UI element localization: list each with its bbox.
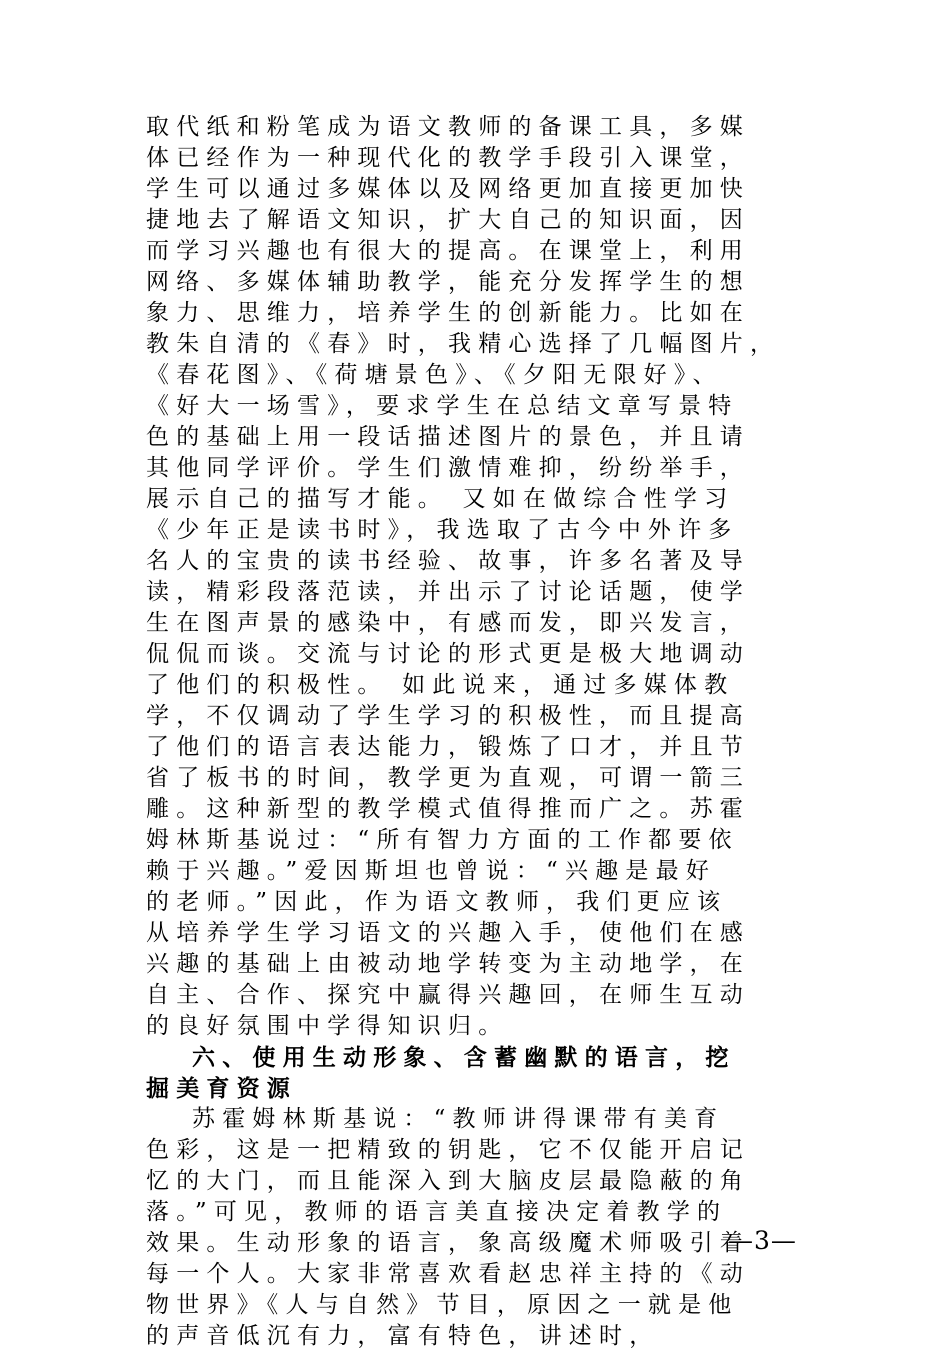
text-line: 效果。生动形象的语言，象高级魔术师吸引着 <box>146 1230 750 1256</box>
text-line: 兴趣的基础上由被动地学转变为主动地学，在 <box>146 951 750 977</box>
text-line: 取代纸和粉笔成为语文教师的备课工具，多媒 <box>146 114 750 140</box>
text-line: 《少年正是读书时》，我选取了古今中外许多 <box>146 517 739 543</box>
text-line: 从培养学生学习语文的兴趣入手，使他们在感 <box>146 920 750 946</box>
text-line: 名人的宝贵的读书经验、故事，许多名著及导 <box>146 548 750 574</box>
page-number: —3— <box>728 1226 797 1255</box>
text-line: 展示自己的描写才能。 又如在做综合性学习 <box>146 486 735 512</box>
text-line: 的声音低沉有力，富有特色，讲述时， <box>146 1323 660 1349</box>
text-line: 象力、思维力，培养学生的创新能力。比如在 <box>146 300 750 326</box>
text-line: 物世界》《人与自然》节目，原因之一就是他 <box>146 1292 739 1318</box>
text-line: 苏霍姆林斯基说：“教师讲得课带有美育 <box>192 1106 725 1132</box>
text-line: 忆的大门，而且能深入到大脑皮层最隐蔽的角 <box>146 1168 750 1194</box>
text-line: 色彩，这是一把精致的钥匙，它不仅能开启记 <box>146 1137 750 1163</box>
text-line: 体已经作为一种现代化的教学手段引入课堂， <box>146 145 750 171</box>
text-line: 落。”可见，教师的语言美直接决定着教学的 <box>146 1199 728 1225</box>
section-heading: 掘美育资源 <box>146 1075 297 1102</box>
text-line: 其他同学评价。学生们激情难抑，纷纷举手， <box>146 455 750 481</box>
text-line: 每一个人。大家非常喜欢看赵忠祥主持的《动 <box>146 1261 750 1287</box>
text-line: 教朱自清的《春》时，我精心选择了几幅图片， <box>146 331 781 357</box>
text-line: 赖于兴趣。”爱因斯坦也曾说：“兴趣是最好 <box>146 858 717 884</box>
section-heading: 六、使用生动形象、含蓄幽默的语言，挖 <box>192 1044 736 1071</box>
text-line: 自主、合作、探究中赢得兴趣回，在师生互动 <box>146 982 750 1008</box>
text-line: 了他们的积极性。 如此说来，通过多媒体教 <box>146 672 735 698</box>
text-line: 学，不仅调动了学生学习的积极性，而且提高 <box>146 703 750 729</box>
text-line: 雕。这种新型的教学模式值得推而广之。苏霍 <box>146 796 750 822</box>
text-line: 读，精彩段落范读，并出示了讨论话题，使学 <box>146 579 750 605</box>
text-line: 生在图声景的感染中，有感而发，即兴发言， <box>146 610 750 636</box>
body-text <box>146 112 816 1352</box>
text-line: 色的基础上用一段话描述图片的景色，并且请 <box>146 424 750 450</box>
text-line: 的良好氛围中学得知识归。 <box>146 1013 509 1039</box>
text-line: 《春花图》、《荷塘景色》、《夕阳无限好》、 <box>146 362 723 388</box>
text-line: 捷地去了解语文知识，扩大自己的知识面，因 <box>146 207 750 233</box>
text-line: 姆林斯基说过：“所有智力方面的工作都要依 <box>146 827 739 853</box>
text-line: 的老师。”因此，作为语文教师，我们更应该 <box>146 889 728 915</box>
text-line: 《好大一场雪》，要求学生在总结文章写景特 <box>146 393 739 419</box>
text-line: 了他们的语言表达能力，锻炼了口才，并且节 <box>146 734 750 760</box>
text-line: 网络、多媒体辅助教学，能充分发挥学生的想 <box>146 269 750 295</box>
text-line: 学生可以通过多媒体以及网络更加直接更加快 <box>146 176 750 202</box>
text-line: 而学习兴趣也有很大的提高。在课堂上，利用 <box>146 238 750 264</box>
text-line: 省了板书的时间，教学更为直观，可谓一箭三 <box>146 765 750 791</box>
text-line: 侃侃而谈。交流与讨论的形式更是极大地调动 <box>146 641 750 667</box>
